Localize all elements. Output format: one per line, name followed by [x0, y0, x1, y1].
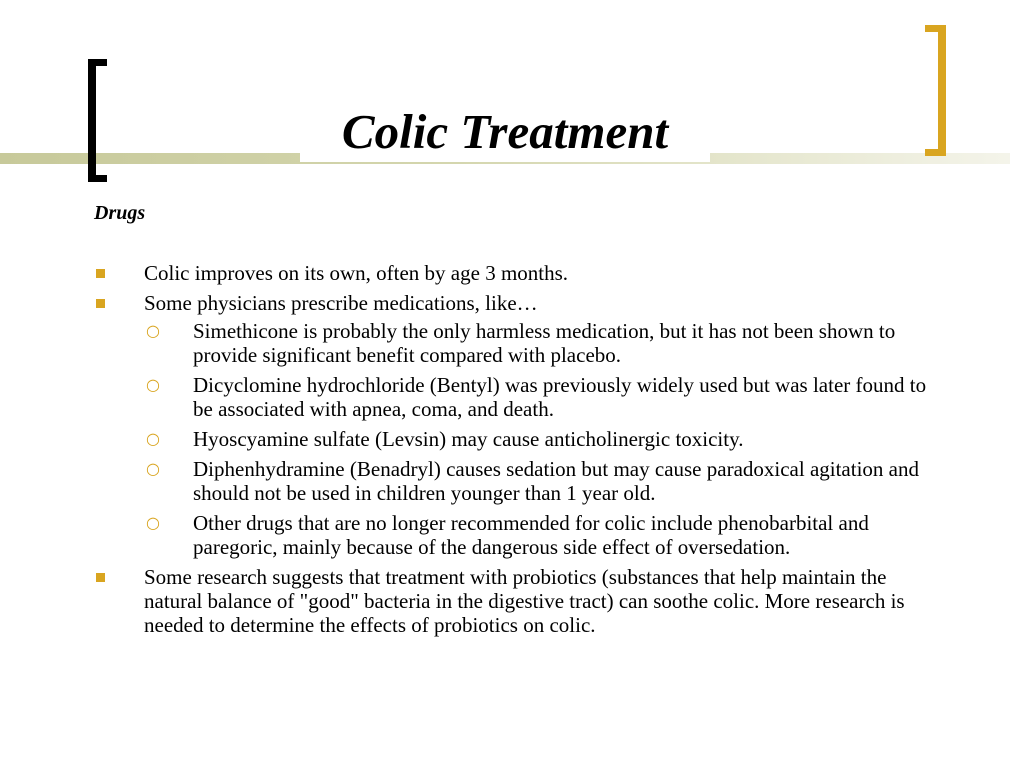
sub-bullet-text: Other drugs that are no longer recommended for colic include phenobarbital and paregoric, mainly because of the dangerous side effect of oversedation. [193, 511, 869, 559]
square-bullet-icon [96, 299, 105, 308]
bullet-item [94, 291, 934, 559]
circle-bullet-icon: ○ [146, 375, 160, 394]
square-bullet-icon [96, 269, 105, 278]
circle-bullet-icon: ○ [146, 429, 160, 448]
bullet-item [94, 565, 934, 637]
sub-bullet-item [144, 427, 934, 451]
right-bracket-decoration [925, 25, 946, 156]
bullet-text: Some research suggests that treatment with probiotics (substances that help maintain the natural balance of "good" bacteria in the digestive tract) can soothe colic. More research is needed to determine the effects of probiotics on colic. [144, 565, 905, 637]
sub-bullet-text: Hyoscyamine sulfate (Levsin) may cause anticholinergic toxicity. [193, 427, 744, 451]
slide-title: Colic Treatment [300, 102, 710, 162]
bullet-list [94, 261, 934, 637]
sub-bullet-text: Simethicone is probably the only harmless medication, but it has not been shown to provide significant benefit compared with placebo. [193, 319, 896, 367]
square-bullet-icon [96, 573, 105, 582]
sub-bullet-item [144, 319, 934, 367]
bullet-text: Colic improves on its own, often by age 3 months. [144, 261, 569, 285]
sub-bullet-text: Diphenhydramine (Benadryl) causes sedation but may cause paradoxical agitation and should not be used in children younger than 1 year old. [193, 457, 919, 505]
bullet-item [94, 261, 934, 285]
sub-bullet-text: Dicyclomine hydrochloride (Bentyl) was previously widely used but was later found to be associated with apnea, coma, and death. [193, 373, 927, 421]
slide-content [94, 261, 934, 643]
circle-bullet-icon: ○ [146, 513, 160, 532]
sub-bullet-item [144, 373, 934, 421]
section-subheading: Drugs [94, 202, 146, 224]
sub-bullet-item [144, 511, 934, 559]
left-bracket-decoration [88, 59, 107, 182]
bullet-text: Some physicians prescribe medications, like… [144, 291, 538, 315]
circle-bullet-icon: ○ [146, 321, 160, 340]
circle-bullet-icon: ○ [146, 459, 160, 478]
sub-bullet-item [144, 457, 934, 505]
sub-bullet-list [144, 319, 934, 559]
